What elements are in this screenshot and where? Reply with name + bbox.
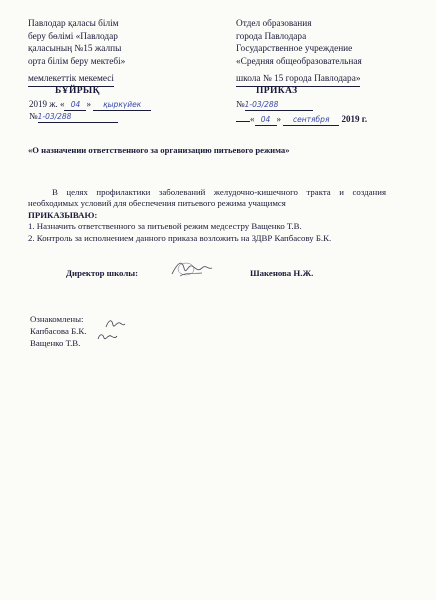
buyryq-number-value: 1-03/288: [38, 112, 118, 123]
buyryq-day: 04: [64, 100, 86, 111]
body-paragraph: В целях профилактики заболеваний желудочно-кишечного тракта и создания необходимых условий для обеспечения питьевого режима учащимся: [28, 187, 386, 209]
header-right-russian: [236, 18, 406, 87]
prikaz-day: 04: [255, 115, 277, 126]
order-word: ПРИКАЗЫВАЮ:: [28, 209, 98, 220]
buyryq-number: [29, 111, 118, 123]
header-left-line: Павлодар қаласы білім: [28, 19, 119, 29]
buyryq-month: қыркүйек: [93, 100, 151, 111]
acknowledged-signature: [96, 331, 118, 343]
header-right-line: Государственное учреждение: [236, 44, 353, 55]
header-left-kazakh: [28, 18, 188, 87]
acknowledged-signature: [104, 317, 126, 331]
acknowledged-name: Капбасова Б.К.: [30, 326, 87, 336]
order-subject: «О назначении ответственного за организацию питьевого режима»: [28, 145, 290, 155]
buyryq-number-prefix: №: [29, 111, 38, 121]
header-right-line: Отдел образования: [236, 19, 312, 29]
header-left-line: орта білім беру мектебі»: [28, 56, 126, 67]
header-right-line: «Средняя общеобразовательная: [236, 56, 362, 67]
order-item: 2. Контроль за исполнением данного приказа возложить на ЗДВР Капбасову Б.К.: [28, 232, 332, 243]
prikaz-year: 2019 г.: [341, 114, 368, 124]
header-left-line: мемлекеттік мекемесі: [28, 73, 114, 87]
header-right-line: города Павлодара: [236, 31, 307, 42]
prikaz-title: ПРИКАЗ: [256, 86, 298, 96]
prikaz-quote-close: »: [276, 114, 281, 124]
prikaz-number-prefix: №: [236, 99, 245, 109]
buyryq-date: [29, 99, 151, 111]
prikaz-number: [236, 99, 313, 111]
buyryq-year-prefix: 2019 ж. «: [29, 99, 65, 109]
director-label: Директор школы:: [66, 268, 139, 278]
order-body: [28, 187, 386, 244]
buyryq-quote-close: »: [86, 99, 91, 109]
header-right-line: школа № 15 города Павлодара»: [236, 73, 360, 87]
header-left-line: беру бөлімі «Павлодар: [28, 31, 118, 42]
director-name: Шакенова Н.Ж.: [250, 268, 314, 278]
acknowledged-block: [30, 313, 86, 349]
acknowledged-title: Ознакомлены:: [30, 314, 84, 324]
buyryq-title: БҰЙРЫҚ: [55, 86, 100, 96]
prikaz-number-value: 1-03/288: [245, 100, 313, 111]
order-item: 1. Назначить ответственного за питьевой режим медсестру Ващенко Т.В.: [28, 221, 302, 232]
prikaz-date-blank: [236, 111, 250, 122]
prikaz-date-open: «: [250, 114, 255, 124]
acknowledged-name: Ващенко Т.В.: [30, 338, 81, 348]
director-signature: [168, 256, 214, 282]
prikaz-date: [236, 111, 367, 126]
prikaz-month: сентября: [283, 115, 339, 126]
header-left-line: қаласының №15 жалпы: [28, 44, 122, 55]
